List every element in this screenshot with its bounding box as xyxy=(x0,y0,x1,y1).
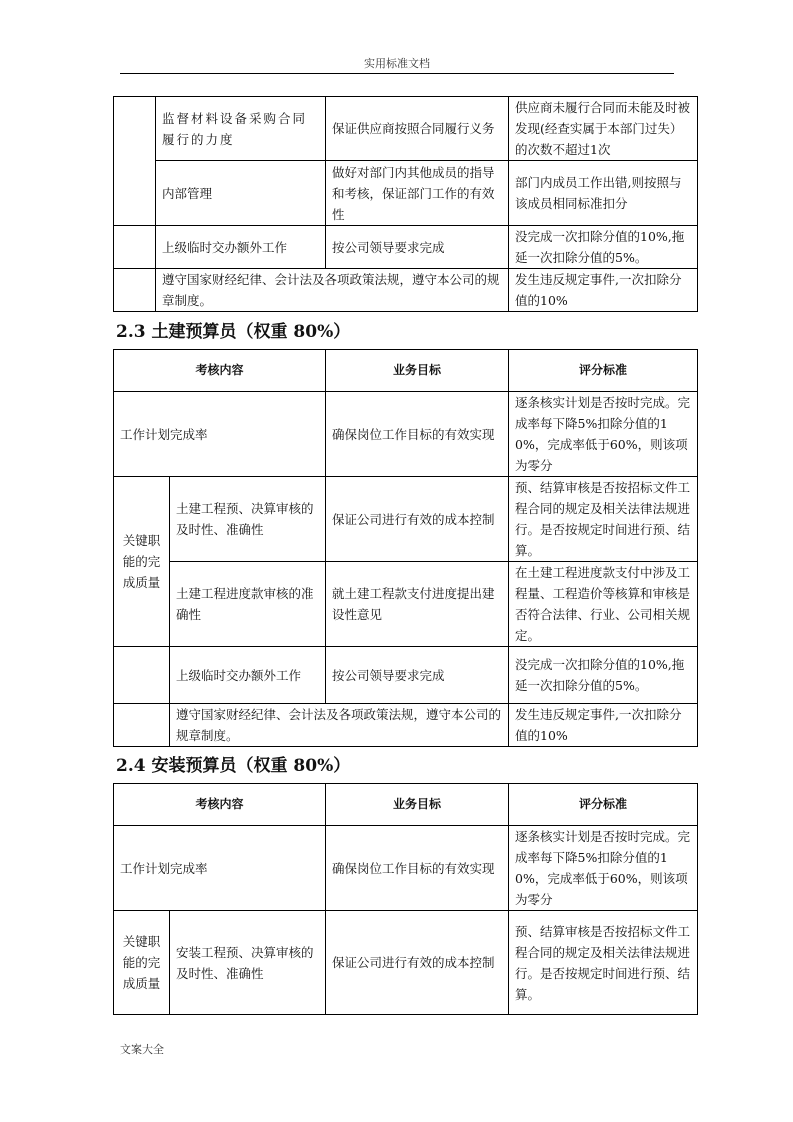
table-row xyxy=(114,477,698,562)
category-cell xyxy=(114,226,156,269)
item-cell: 工作计划完成率 xyxy=(114,826,326,911)
goal-cell: 确保岗位工作目标的有效实现 xyxy=(326,826,509,911)
goal-cell: 按公司领导要求完成 xyxy=(326,226,509,269)
table-row xyxy=(114,704,698,747)
item-cell: 遵守国家财经纪律、会计法及各项政策法规，遵守本公司的规章制度。 xyxy=(170,704,509,747)
standard-cell: 发生违反规定事件,一次扣除分值的10% xyxy=(509,269,698,312)
section-heading-2-3: 2.3 土建预算员（权重 80%） xyxy=(116,322,351,342)
standard-cell: 预、结算审核是否按招标文件工程合同的规定及相关法律法规进行。是否按规定时间进行预、结算。 xyxy=(509,477,698,562)
goal-cell: 确保岗位工作目标的有效实现 xyxy=(326,392,509,477)
kpi-table-installation-estimator xyxy=(113,783,698,1015)
table-row xyxy=(114,562,698,647)
table-row xyxy=(114,826,698,911)
header-divider xyxy=(120,73,674,74)
table-header-row xyxy=(114,784,698,826)
item-cell: 土建工程预、决算审核的及时性、准确性 xyxy=(170,477,326,562)
standard-cell: 没完成一次扣除分值的10%,拖延一次扣除分值的5%。 xyxy=(509,226,698,269)
standard-cell: 发生违反规定事件,一次扣除分值的10% xyxy=(509,704,698,747)
category-cell xyxy=(114,704,170,747)
column-header: 评分标准 xyxy=(509,784,698,826)
goal-cell: 就土建工程款支付进度提出建设性意见 xyxy=(326,562,509,647)
item-cell: 土建工程进度款审核的准确性 xyxy=(170,562,326,647)
item-cell: 上级临时交办额外工作 xyxy=(170,647,326,704)
standard-cell: 没完成一次扣除分值的10%,拖延一次扣除分值的5%。 xyxy=(509,647,698,704)
goal-cell: 保证供应商按照合同履行义务 xyxy=(326,97,509,161)
standard-cell: 逐条核实计划是否按时完成。完成率每下降5%扣除分值的10%，完成率低于60%，则该项为零分 xyxy=(509,392,698,477)
column-header: 业务目标 xyxy=(326,350,509,392)
goal-cell: 做好对部门内其他成员的指导和考核，保证部门工作的有效性 xyxy=(326,161,509,226)
item-cell: 上级临时交办额外工作 xyxy=(156,226,326,269)
category-cell: 关键职能的完成质量 xyxy=(114,911,170,1015)
kpi-table-continued xyxy=(113,96,698,312)
page-header: 实用标准文档 xyxy=(364,57,430,70)
standard-cell: 预、结算审核是否按招标文件工程合同的规定及相关法律法规进行。是否按规定时间进行预、结算。 xyxy=(509,911,698,1015)
table-row xyxy=(114,226,698,269)
table-row xyxy=(114,911,698,1015)
column-header: 考核内容 xyxy=(114,784,326,826)
standard-cell: 部门内成员工作出错,则按照与该成员相同标准扣分 xyxy=(509,161,698,226)
table-row xyxy=(114,392,698,477)
table-row xyxy=(114,97,698,161)
section-heading-2-4: 2.4 安装预算员（权重 80%） xyxy=(116,756,351,776)
item-cell: 安装工程预、决算审核的及时性、准确性 xyxy=(170,911,326,1015)
column-header: 业务目标 xyxy=(326,784,509,826)
table-row xyxy=(114,647,698,704)
item-cell: 内部管理 xyxy=(156,161,326,226)
page-footer: 文案大全 xyxy=(120,1043,164,1056)
goal-cell: 保证公司进行有效的成本控制 xyxy=(326,477,509,562)
category-cell: 关键职能的完成质量 xyxy=(114,477,170,647)
standard-cell: 逐条核实计划是否按时完成。完成率每下降5%扣除分值的10%，完成率低于60%，则该项为零分 xyxy=(509,826,698,911)
item-cell: 监督材料设备采购合同履行的力度 xyxy=(156,97,326,161)
standard-cell: 在土建工程进度款支付中涉及工程量、工程造价等核算和审核是否符合法律、行业、公司相关规定。 xyxy=(509,562,698,647)
category-cell xyxy=(114,647,170,704)
goal-cell: 保证公司进行有效的成本控制 xyxy=(326,911,509,1015)
category-cell xyxy=(114,269,156,312)
item-cell: 遵守国家财经纪律、会计法及各项政策法规，遵守本公司的规章制度。 xyxy=(156,269,509,312)
kpi-table-civil-estimator xyxy=(113,349,698,747)
table-header-row xyxy=(114,350,698,392)
table-row xyxy=(114,269,698,312)
column-header: 评分标准 xyxy=(509,350,698,392)
table-row xyxy=(114,161,698,226)
goal-cell: 按公司领导要求完成 xyxy=(326,647,509,704)
standard-cell: 供应商未履行合同而未能及时被发现(经查实属于本部门过失）的次数不超过1次 xyxy=(509,97,698,161)
item-cell: 工作计划完成率 xyxy=(114,392,326,477)
category-cell xyxy=(114,97,156,226)
column-header: 考核内容 xyxy=(114,350,326,392)
